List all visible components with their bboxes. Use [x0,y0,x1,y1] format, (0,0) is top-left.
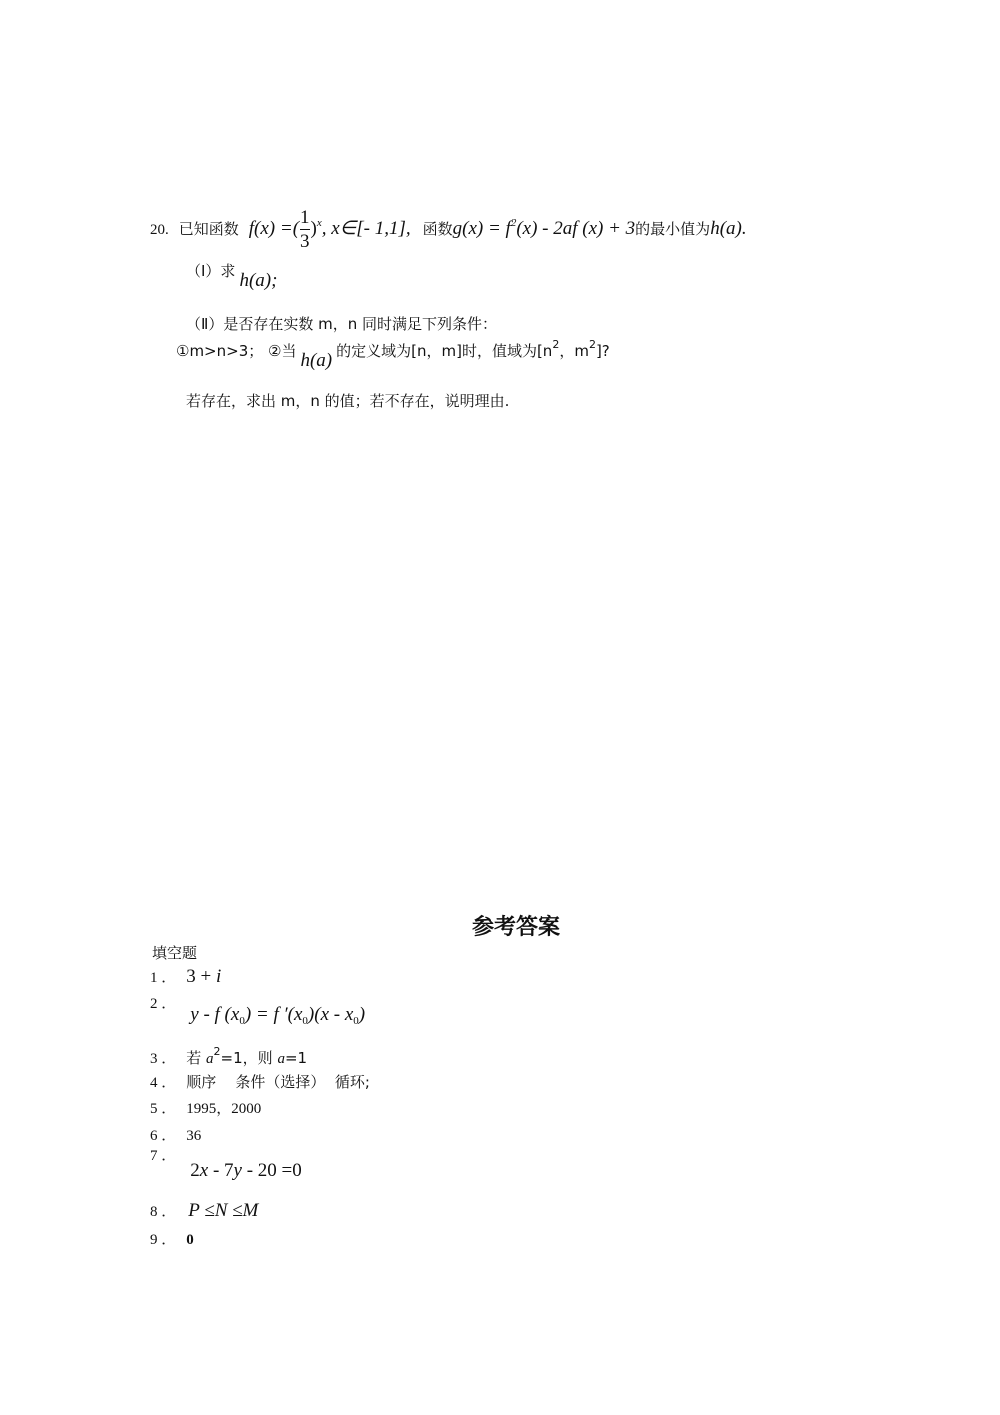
conditions [176,338,610,371]
answer-item-5: 5 ． 1995，2000 [150,1101,262,1117]
answer-item-6: 6 ． 36 [150,1128,202,1144]
formula-g: $g(x) = f^2(x) - 2af$ (x) + 3 [452,216,636,239]
part-1-expr: h(a); [239,270,278,291]
formula-f: f(x) =( $\frac{1}{3}$ )$^x$, x∈[- 1,1], [248,207,411,252]
answer-item-4: 4 ． 顺序 条件（选择） 循环; [150,1073,370,1091]
answer-item-8: 8 ． P ≤N ≤M [150,1200,259,1221]
formula-h: h(a). [710,217,747,239]
answers-title: 参考答案 [472,915,561,940]
part-1-label: （Ⅰ）求 [186,262,236,280]
problem-statement [150,208,747,251]
closing-text: 若存在，求出 m，n 的值；若不存在，说明理由. [186,392,510,410]
function-word: 函数 [422,219,453,238]
answer-item-2: 2 ． y - f $(x_0) = f$ $'(x_0)(x - x_0)$ [150,996,366,1027]
condition-h-expr: h(a) [300,350,333,371]
answer-item-3: 3 ． 若 $a^2=1$，则 a=1 [150,1045,308,1067]
part-2-text: （Ⅱ）是否存在实数 m，n 同时满足下列条件： [186,315,498,333]
min-value-text: 的最小值为 [635,219,711,238]
condition-2: 的定义域为[n，m]时，值域为[$n^2$，$m^2$]? [336,338,610,360]
condition-1: ①m>n>3； ②当 [176,342,297,360]
answers-section-label: 填空题 [152,944,198,962]
answer-item-1: 1 ． 3 + i [150,966,222,987]
answer-item-7: 7 ． 2x - 7y - 20 =0 [150,1148,302,1181]
fraction-one-third: $\frac{1}{3}$ [300,207,310,252]
part-1 [186,260,278,291]
answer-item-9: 9 ． 0 [150,1232,194,1248]
problem-intro: 已知函数 [178,219,239,238]
problem-number: 20. [150,221,169,238]
